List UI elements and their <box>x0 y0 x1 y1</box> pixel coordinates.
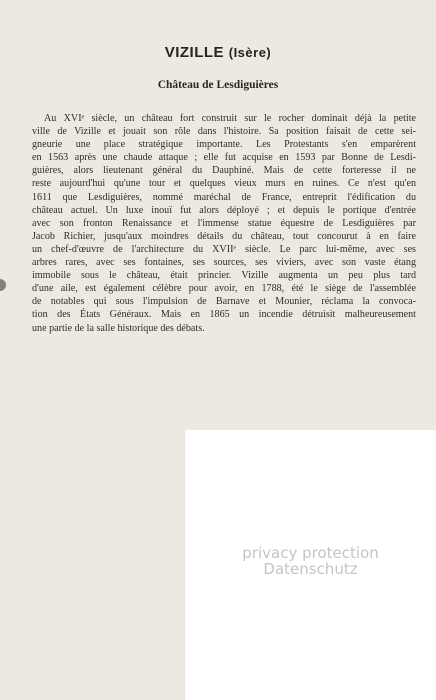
body-paragraph <box>32 112 416 335</box>
text-line: avec son fronton Renaissance et l'immense statue équestre de Lesdiguières par <box>32 217 416 229</box>
text-line: 1611 que Lesdiguières, nommé maréchal de France, entreprit l'édification du <box>32 191 416 203</box>
edge-mark <box>0 279 6 291</box>
text-line: reste aujourd'hui qu'une tour et quelques vieux murs en ruines. Ce n'est qu'en <box>32 178 416 190</box>
text-line: guières, alors lieutenant général du Dauphiné. Mais de cette forteresse il ne <box>32 165 416 177</box>
text-line: Jacob Richier, jusqu'aux moindres détails du château, tout concourut à en faire <box>32 230 416 242</box>
page-title <box>0 44 436 61</box>
page-subtitle: Château de Lesdiguières <box>157 79 279 91</box>
text-line: arbres rares, avec ses fontaines, ses sources, ses viviers, avec son vaste étang <box>32 257 416 269</box>
text-line: tion des États Généraux. Mais en 1865 un incendie détruisit malheureusement <box>32 309 416 321</box>
text-line: Au XVIᵉ siècle, un château fort construit sur le rocher dominait déjà la petite <box>44 113 416 124</box>
text-line: d'une aile, est également célèbre pour avoir, en 1788, été le siège de l'assemblée <box>32 283 416 295</box>
text-line: un chef-d'œuvre de l'architecture du XVIIᵉ siècle. Le parc lui-même, avec ses <box>32 243 416 255</box>
text-line: en 1563 après une chaude attaque ; elle fut acquise en 1593 par Bonne de Lesdi- <box>32 152 416 164</box>
text-line: ville de Vizille et jouait son rôle dans l'histoire. Sa position faisait de cette sei- <box>32 126 416 138</box>
text-line: une partie de la salle historique des débats. <box>32 322 205 334</box>
privacy-text-de: Datenschutz <box>263 560 358 578</box>
title-region: (Isère) <box>228 45 272 60</box>
text-line: de notables qui sous l'impulsion de Barnave et Mounier, réclama la convoca- <box>32 296 416 308</box>
text-line: château actuel. Un luxe inouï fut alors déployé ; et depuis le portique d'entrée <box>32 204 416 216</box>
text-line: immobile sous le château, était princier. Vizille augmenta un peu plus tard <box>32 270 416 282</box>
privacy-overlay <box>185 430 436 700</box>
text-line: gneurie une place stratégique importante. Les Protestants s'en emparèrent <box>32 139 416 151</box>
privacy-text: privacy protection <box>242 544 379 562</box>
title-text: VIZILLE <box>164 44 225 61</box>
